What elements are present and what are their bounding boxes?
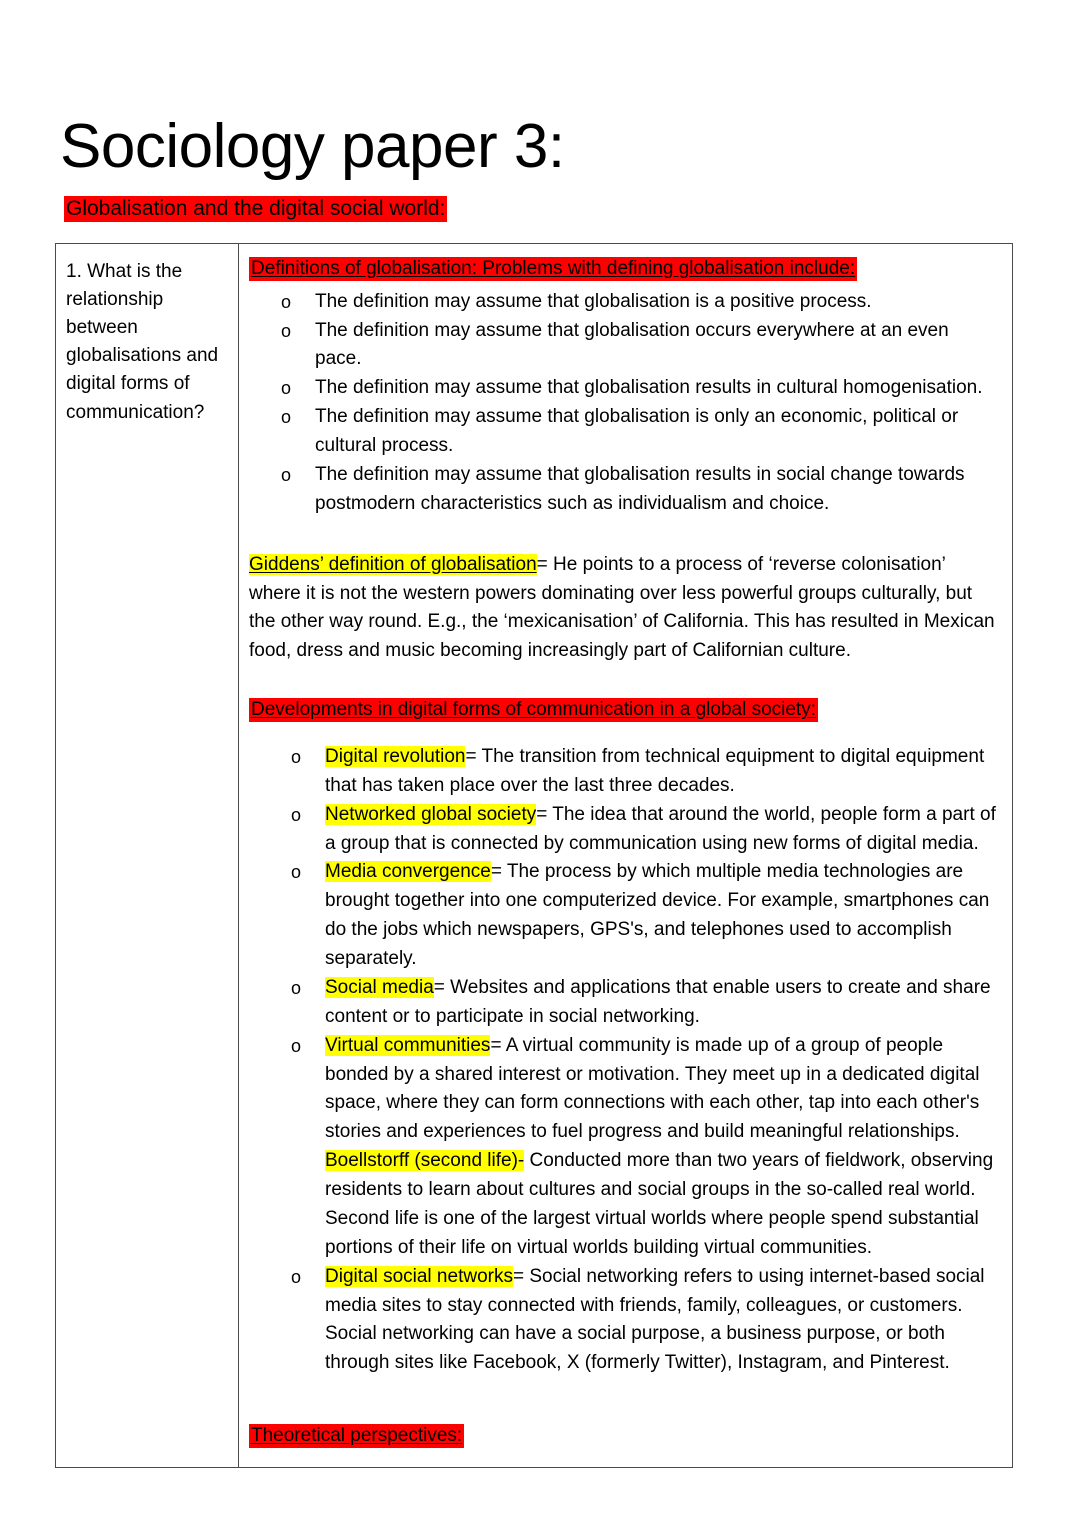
definitions-bullet-list — [249, 288, 998, 519]
bullet-text: The definition may assume that globalisation occurs everywhere at an even pace. — [315, 319, 949, 370]
spacer — [249, 729, 998, 743]
subtitle-highlight: Globalisation and the digital social world: — [66, 197, 446, 220]
term-body: = A virtual community is made up of a group of people bonded by a shared interest or motivation. They meet up in a dedicated digital space, where they can form connections with each other, tap into each other's stories and experiences to fuel progress and build meaningful relationships. — [325, 1034, 980, 1143]
answer-content — [239, 244, 1012, 1467]
bullet-text: The definition may assume that globalisation results in social change towards postmodern characteristics such as individualism and choice. — [315, 463, 965, 514]
list-item — [249, 974, 998, 1032]
list-item — [249, 801, 998, 859]
bullet-text: The definition may assume that globalisation results in cultural homogenisation. — [315, 377, 983, 399]
term-highlight: Digital revolution — [325, 745, 466, 767]
document-subtitle — [64, 196, 447, 222]
section-heading-theoretical-label: Theoretical perspectives: — [251, 1425, 463, 1447]
bullet-text: The definition may assume that globalisation is a positive process. — [315, 290, 872, 312]
giddens-paragraph — [249, 551, 998, 667]
list-item — [249, 1263, 998, 1379]
term-body: = Social networking refers to using internet-based social media sites to stay connected with friends, family, colleagues, or customers. Social networking can have a social purpose, a business purpose, or both through sites like Facebook, X (formerly Twitter), Instagram, and Pinterest. — [325, 1265, 985, 1374]
table-row — [56, 244, 1013, 1468]
answer-cell — [239, 244, 1013, 1468]
developments-bullet-list — [249, 743, 998, 1378]
term-body: = The transition from technical equipment to digital equipment that has taken place over the last three decades. — [325, 745, 985, 796]
term-body: = Websites and applications that enable users to create and share content or to participate in social networking. — [325, 976, 991, 1027]
list-item — [249, 461, 998, 519]
spacer — [249, 1378, 998, 1424]
section-heading-theoretical — [249, 1424, 998, 1449]
question-text: 1. What is the relationship between globalisations and digital forms of communication? — [66, 261, 219, 423]
term-body: = The process by which multiple media technologies are brought together into one computerized device. For example, smartphones can do the jobs which newspapers, GPS's, and telephones used to accomplish separately. — [325, 861, 990, 969]
section-heading-developments — [249, 698, 998, 723]
list-item — [249, 1032, 998, 1263]
section-heading-definitions — [249, 257, 998, 282]
term-highlight: Digital social networks — [325, 1265, 513, 1287]
list-item — [249, 317, 998, 375]
term-body: = The idea that around the world, people form a part of a group that is connected by communication using new forms of digital media. — [325, 803, 996, 854]
list-item — [249, 403, 998, 461]
spacer — [249, 666, 998, 698]
boellstorff-body: Conducted more than two years of fieldwork, observing residents to learn about cultures and social groups in the so-called real world. Second life is one of the largest virtual worlds where people spend substantial portions of their life on virtual worlds building virtual communities. — [325, 1150, 994, 1258]
giddens-term: Giddens’ definition of globalisation — [249, 553, 537, 575]
section-heading-developments-label: Developments in digital forms of communication in a global society: — [251, 699, 816, 721]
spacer — [249, 519, 998, 551]
page-title: Sociology paper 3: — [60, 111, 565, 181]
bullet-text: The definition may assume that globalisation is only an economic, political or cultural process. — [315, 406, 959, 457]
term-highlight: Networked global society — [325, 803, 537, 825]
term-highlight: Social media — [325, 976, 434, 998]
term-highlight: Virtual communities — [325, 1034, 491, 1056]
list-item — [249, 743, 998, 801]
term-highlight: Media convergence — [325, 861, 491, 883]
list-item — [249, 374, 998, 403]
boellstorff-term-highlight: Boellstorff (second life)- — [325, 1150, 525, 1172]
list-item — [249, 288, 998, 317]
section-heading-definitions-label: Definitions of globalisation: Problems with defining globalisation include: — [251, 258, 856, 279]
list-item — [249, 858, 998, 974]
notes-table — [55, 243, 1013, 1468]
giddens-body: = He points to a process of ‘reverse colonisation’ where it is not the western powers dominating over less powerful groups culturally, but the other way round. E.g., the ‘mexicanisation’ of California. This has resulted in Mexican food, dress and music becoming increasingly part of Californian culture. — [249, 553, 995, 662]
question-cell — [56, 244, 239, 1468]
